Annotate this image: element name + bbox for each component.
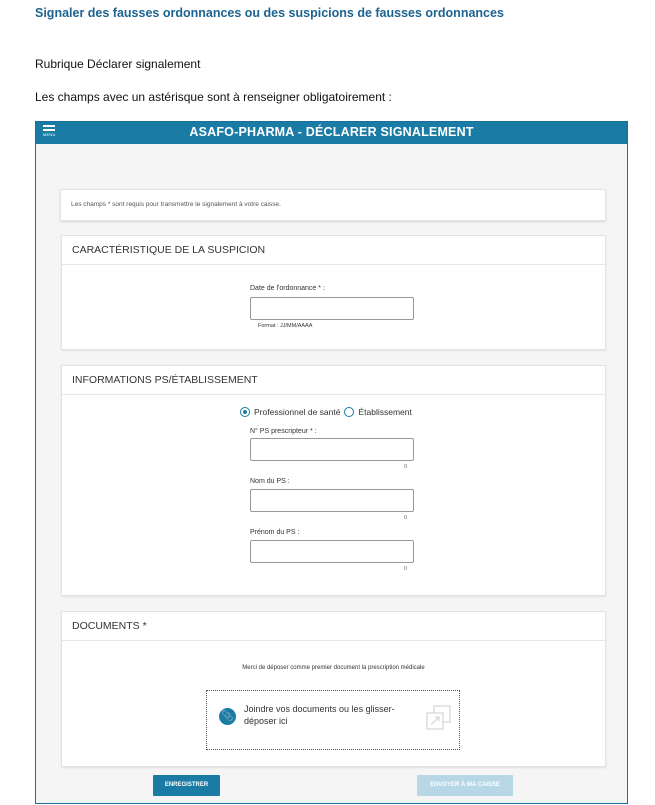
ps-number-label: N° PS prescripteur * :	[250, 428, 317, 435]
radio-etablissement[interactable]	[344, 407, 411, 417]
document-rubric: Rubrique Déclarer signalement	[35, 57, 201, 71]
suspicion-card	[61, 235, 606, 350]
ps-number-counter: 0	[404, 464, 408, 470]
ps-card	[61, 365, 606, 596]
ps-firstname-label: Prénom du PS :	[250, 529, 300, 536]
send-to-caisse-button[interactable]: ENVOYER À MA CAISSE	[417, 775, 513, 796]
ps-name-label: Nom du PS :	[250, 478, 290, 485]
date-label: Date de l'ordonnance * :	[250, 285, 325, 292]
documents-message: Merci de déposer comme premier document la prescription médicale	[242, 665, 425, 671]
ps-name-input[interactable]	[250, 489, 414, 512]
ps-name-counter: 0	[404, 515, 408, 521]
ps-type-radio-group	[240, 407, 416, 417]
documents-heading: DOCUMENTS *	[62, 612, 605, 641]
document-required-note: Les champs avec un astérisque sont à renseigner obligatoirement :	[35, 90, 392, 104]
radio-professionnel-dot[interactable]	[240, 407, 250, 417]
document-title: Signaler des fausses ordonnances ou des suspicions de fausses ordonnances	[35, 6, 504, 20]
info-text: Les champs * sont requis pour transmettre le signalement à votre caisse.	[71, 201, 281, 208]
drag-drop-icon	[425, 704, 452, 731]
documents-card	[61, 611, 606, 767]
app-window	[35, 121, 628, 804]
app-header	[36, 122, 627, 144]
radio-etablissement-dot[interactable]	[344, 407, 354, 417]
suspicion-heading: CARACTÉRISTIQUE DE LA SUSPICION	[62, 236, 605, 265]
radio-professionnel[interactable]	[240, 407, 340, 417]
dropzone-text	[244, 703, 395, 727]
document-dropzone[interactable]	[206, 690, 460, 750]
date-input[interactable]	[250, 297, 414, 320]
paperclip-icon: 📎	[219, 708, 236, 725]
info-box	[60, 189, 606, 221]
menu-label: MENU	[43, 132, 56, 137]
app-title: ASAFO-PHARMA - DÉCLARER SIGNALEMENT	[189, 125, 474, 139]
dropzone-text-line1: Joindre vos documents ou les glisser-	[244, 704, 395, 714]
dropzone-text-line2: déposer ici	[244, 716, 288, 726]
radio-professionnel-label: Professionnel de santé	[254, 407, 341, 417]
radio-etablissement-label: Établissement	[358, 407, 412, 417]
ps-number-input[interactable]	[250, 438, 414, 461]
date-format-hint: Format : JJ/MM/AAAA	[258, 323, 313, 329]
ps-firstname-input[interactable]	[250, 540, 414, 563]
ps-heading: INFORMATIONS PS/ÉTABLISSEMENT	[62, 366, 605, 395]
ps-firstname-counter: 0	[404, 566, 408, 572]
save-button[interactable]: ENREGISTRER	[153, 775, 220, 796]
